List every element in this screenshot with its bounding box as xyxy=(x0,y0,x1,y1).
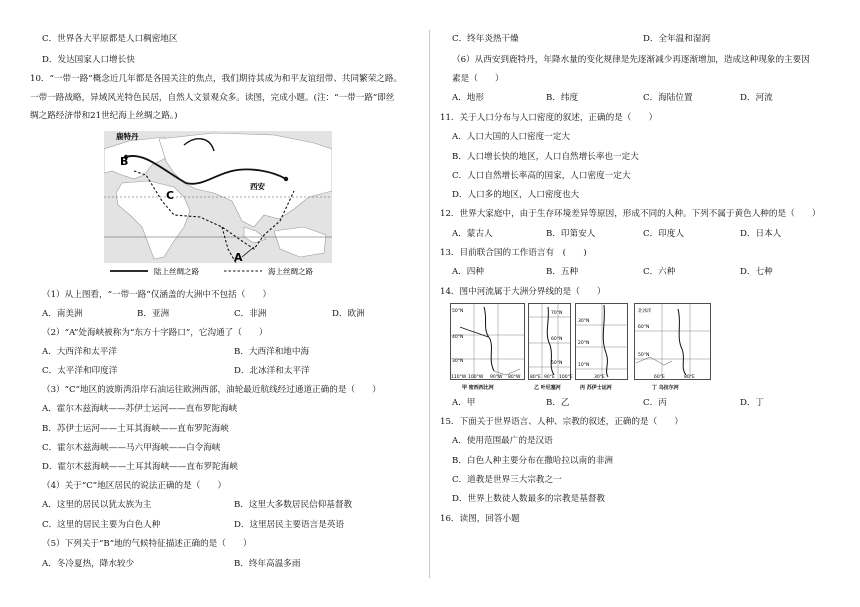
sub4-stem: （4）关于“C”地区居民的说法正确的是（ ） xyxy=(42,481,227,491)
q12-stem: 12．世界大家庭中，由于生存环境差异等原因，形成不同的人种。下列不属于黄色人种的是（ ） xyxy=(440,209,821,219)
map-ding-caption: 丁 乌拉尔河 xyxy=(652,385,679,391)
map4-lat-50: 50°N xyxy=(638,353,650,358)
sub2-option-a[interactable]: A．大西洋和太平洋 xyxy=(42,347,117,357)
label-a: A xyxy=(234,251,243,264)
sub4-option-c[interactable]: C．这里的居民主要为白色人种 xyxy=(42,520,161,530)
map2-lat-60: 60°N xyxy=(551,337,563,342)
sub2-stem: （2）“A”处海峡被称为“东方十字路口”，它沟通了（ ） xyxy=(42,328,268,338)
q14-option-a[interactable]: A．甲 xyxy=(452,398,476,408)
sub2-option-d[interactable]: D．北冰洋和太平洋 xyxy=(234,366,310,376)
sub3-option-d[interactable]: D．霍尔木兹海峡——土耳其海峡——直布罗陀海峡 xyxy=(42,462,238,472)
sub6-stem-line1: （6）从西安到鹿特丹，年降水量的变化规律是先逐渐减少再逐渐增加，造成这种现象的主要因 xyxy=(452,55,810,65)
column-divider xyxy=(429,30,430,578)
right-column xyxy=(432,0,860,607)
q15-option-c[interactable]: C．道教是世界三大宗教之一 xyxy=(452,475,562,485)
map2-lon-80: 80°E xyxy=(530,375,541,380)
label-b: B xyxy=(120,155,129,168)
sub6-option-c[interactable]: C．海陆位置 xyxy=(643,93,693,103)
sub1-option-a[interactable]: A．南美洲 xyxy=(42,309,83,319)
sub1-option-c[interactable]: C．非洲 xyxy=(234,309,267,319)
q13-option-b[interactable]: B．五种 xyxy=(546,267,579,277)
q14-stem: 14．图中河流属于大洲分界线的是（ ） xyxy=(440,287,606,297)
sub1-option-d[interactable]: D．欧洲 xyxy=(332,309,365,319)
map3-lat-30: 30°N xyxy=(578,319,590,324)
map2-lon-90: 90°E xyxy=(544,375,555,380)
sub6-stem-line2: 素是（ ） xyxy=(452,74,504,84)
legend-land-text: 陆上丝绸之路 xyxy=(154,267,199,276)
map1-lon-100: 100°W xyxy=(468,375,484,380)
sub1-option-b[interactable]: B．亚洲 xyxy=(137,309,170,319)
sub3-stem: （3）“C”地区的波斯湾沿岸石油运往欧洲西部，油轮最近航线经过通道正确的是（ ） xyxy=(42,385,381,395)
sub3-option-a[interactable]: A．霍尔木兹海峡——苏伊士运河——直布罗陀海峡 xyxy=(42,404,238,414)
belt-road-map xyxy=(104,131,332,278)
q10-stem-line1: 10．“一带一路”概念近几年都是各国关注的焦点，我们期待其成为和平友谊纽带、共同繁荣之路。 xyxy=(30,74,403,84)
sub5-stem: （5）下列关于“B”地的气候特征描述正确的是（ ） xyxy=(42,539,252,549)
sub3-option-b[interactable]: B．苏伊士运河——土耳其海峡——直布罗陀海峡 xyxy=(42,424,229,434)
q13-option-c[interactable]: C．六种 xyxy=(643,267,676,277)
sub5-option-d[interactable]: D．全年温和湿润 xyxy=(643,34,711,44)
map3-lat-10: 10°N xyxy=(578,363,590,368)
q15-option-b[interactable]: B．白色人种主要分布在撒哈拉以南的非洲 xyxy=(452,456,614,466)
q12-option-d[interactable]: D．日本人 xyxy=(740,229,782,239)
map-yi-frame xyxy=(529,304,571,380)
sub5-option-c[interactable]: C．终年炎热干燥 xyxy=(452,34,519,44)
sub2-option-b[interactable]: B．大西洋和地中海 xyxy=(234,347,310,357)
q11-option-b[interactable]: B．人口增长快的地区，人口自然增长率也一定大 xyxy=(452,152,639,162)
sub1-stem: （1）从上图看，“一带一路”仅涵盖的大洲中不包括（ ） xyxy=(42,290,272,300)
q14-option-d[interactable]: D．丁 xyxy=(740,398,765,408)
q11-option-c[interactable]: C．人口自然增长率高的国家，人口密度一定大 xyxy=(452,171,631,181)
label-rotterdam: 鹿特丹 xyxy=(116,132,139,141)
map1-lat-50: 50°N xyxy=(452,309,464,314)
q12-option-b[interactable]: B．印第安人 xyxy=(546,229,596,239)
sub3-option-c[interactable]: C．霍尔木兹海峡——马六甲海峡——白令海峡 xyxy=(42,443,221,453)
sub4-option-d[interactable]: D．这里居民主要语言是英语 xyxy=(234,520,345,530)
map1-lon-90: 90°W xyxy=(490,375,503,380)
sub6-option-d[interactable]: D．河流 xyxy=(740,93,773,103)
map-ding-frame xyxy=(635,304,711,380)
map-yi-caption: 乙 叶尼塞河 xyxy=(534,385,561,391)
map2-lon-100: 100°E xyxy=(559,375,573,380)
label-xian: 西安 xyxy=(250,182,265,191)
map4-lon-60: 60°E xyxy=(654,375,665,380)
label-c: C xyxy=(166,189,175,202)
map1-lon-110: 110°W xyxy=(451,375,467,380)
sub4-option-a[interactable]: A．这里的居民以犹太族为主 xyxy=(42,500,152,510)
map1-lon-80: 80°W xyxy=(508,375,521,380)
q11-option-a[interactable]: A．人口大国的人口密度一定大 xyxy=(452,132,570,142)
sub2-option-c[interactable]: C．太平洋和印度洋 xyxy=(42,366,118,376)
map3-lat-20: 20°N xyxy=(578,341,590,346)
map4-lat-60: 60°N xyxy=(638,325,650,330)
q14-option-b[interactable]: B．乙 xyxy=(546,398,570,408)
map1-lat-40: 40°N xyxy=(452,335,464,340)
sub5-option-b[interactable]: B．终年高温多雨 xyxy=(234,559,301,569)
legend-sea-text: 海上丝绸之路 xyxy=(268,267,313,276)
map-bing-caption: 丙 苏伊士运河 xyxy=(580,385,612,391)
map3-lon-30: 30°E xyxy=(594,375,605,380)
river-maps xyxy=(450,303,712,391)
sub6-option-a[interactable]: A．地形 xyxy=(452,93,484,103)
sub4-option-b[interactable]: B．这里大多数居民信仰基督教 xyxy=(234,500,353,510)
q12-option-c[interactable]: C．印度人 xyxy=(643,229,684,239)
left-column xyxy=(0,0,428,607)
map-jia-frame xyxy=(451,304,525,380)
q14-option-c[interactable]: C．丙 xyxy=(643,398,667,408)
xian-point xyxy=(284,177,288,181)
q13-option-d[interactable]: D．七种 xyxy=(740,267,773,277)
q15-option-a[interactable]: A．使用范围最广的是汉语 xyxy=(452,436,553,446)
q16-stem: 16．读图，回答小题 xyxy=(440,514,520,524)
q9-option-d[interactable]: D．发达国家人口增长快 xyxy=(42,55,135,65)
map1-lat-30: 30°N xyxy=(452,359,464,364)
q12-option-a[interactable]: A．蒙古人 xyxy=(452,229,493,239)
sub6-option-b[interactable]: B．纬度 xyxy=(546,93,579,103)
map-jia-caption: 甲 密西西比河 xyxy=(462,385,494,391)
map2-lat-70: 70°N xyxy=(551,311,563,316)
q11-stem: 11．关于人口分布与人口密度的叙述，正确的是（ ） xyxy=(440,113,658,123)
map4-ocean-label: 北冰洋 xyxy=(638,309,652,314)
map4-lon-80: 80°E xyxy=(684,375,695,380)
q9-option-c[interactable]: C．世界各大平原都是人口稠密地区 xyxy=(42,34,178,44)
map2-lat-50: 50°N xyxy=(551,361,563,366)
q13-stem: 13．目前联合国的工作语言有 ( ) xyxy=(440,248,587,258)
sub5-option-a[interactable]: A．冬冷夏热，降水较少 xyxy=(42,559,135,569)
q13-option-a[interactable]: A．四种 xyxy=(452,267,484,277)
q15-stem: 15．下面关于世界语言、人种、宗教的叙述，正确的是（ ） xyxy=(440,417,683,427)
q11-option-d[interactable]: D．人口多的地区，人口密度也大 xyxy=(452,190,580,200)
q15-option-d[interactable]: D．世界上数徒人数最多的宗教是基督教 xyxy=(452,494,605,504)
q10-stem-line3: 绸之路经济带和21世纪海上丝绸之路。) xyxy=(30,111,178,121)
q10-stem-line2: 一带一路战略，异域风光特色民居，自然人文景观众多。读图，完成小题。(注：“一带一路”即丝 xyxy=(30,93,395,103)
